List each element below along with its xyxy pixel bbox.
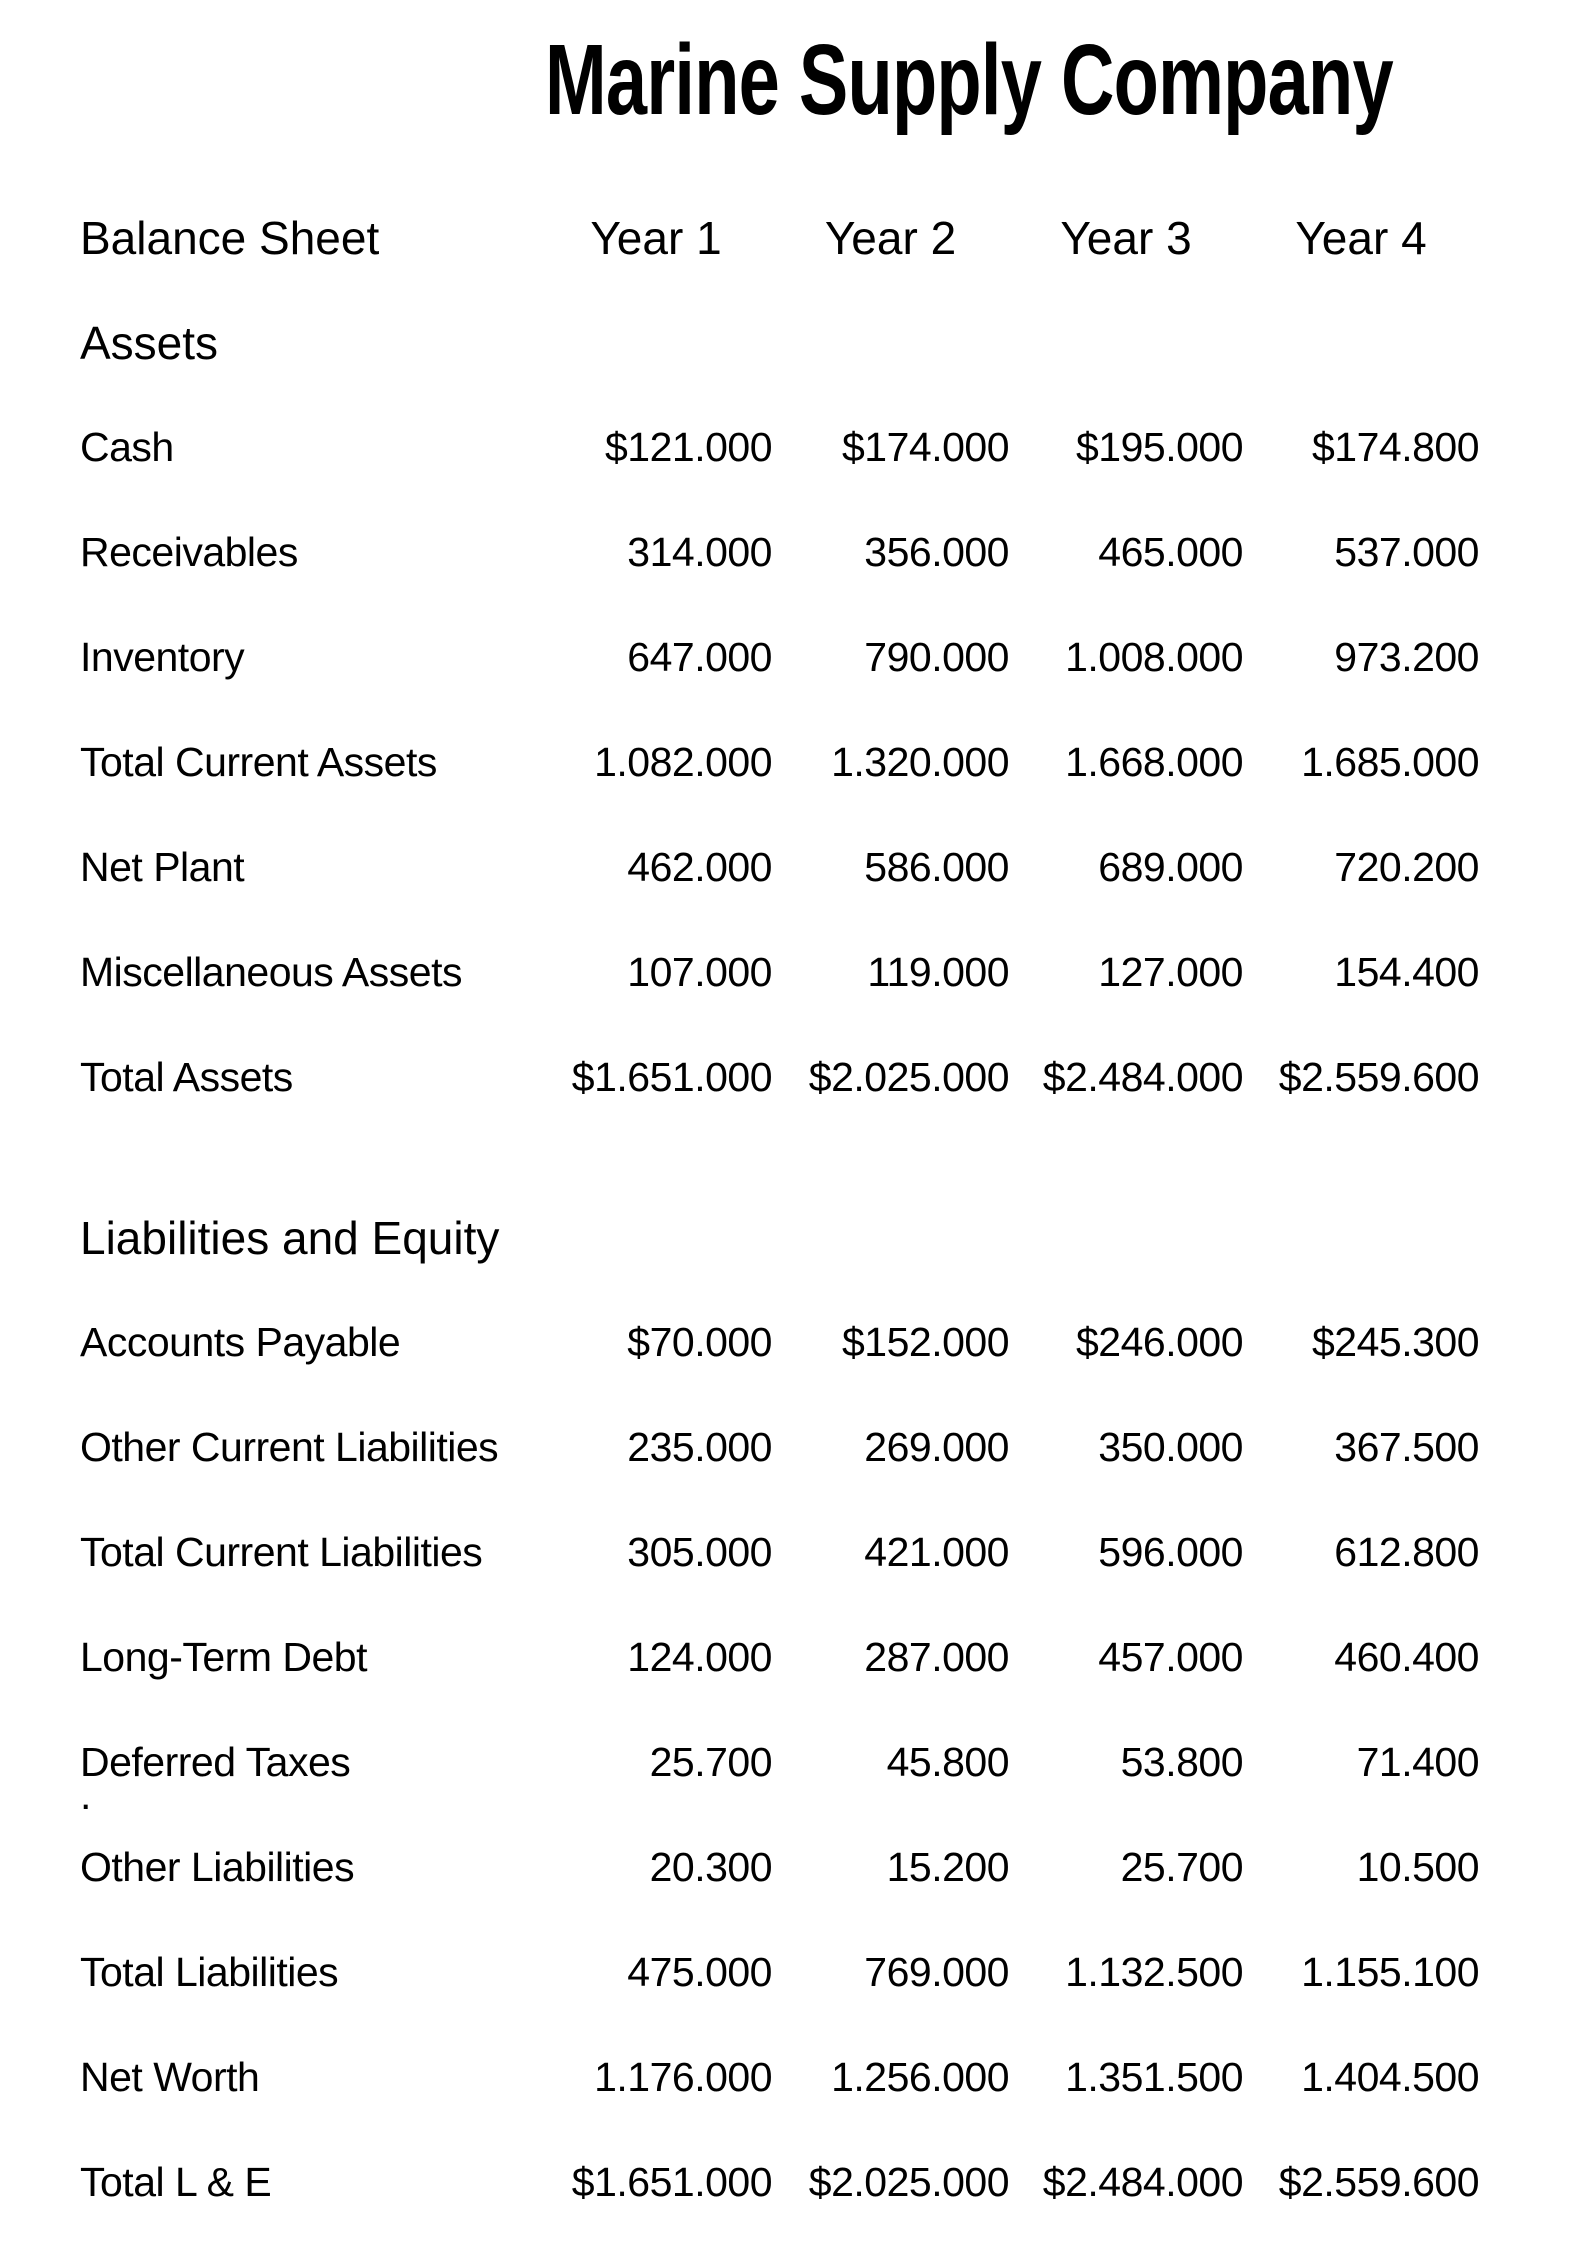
liabilities-equity-heading: Liabilities and Equity xyxy=(80,1211,500,1264)
row-other-current-liabilities xyxy=(80,1395,1479,1500)
row-value: 10.500 xyxy=(1356,1844,1479,1890)
row-value: 314.000 xyxy=(627,529,772,575)
row-value: 586.000 xyxy=(864,844,1009,890)
row-long-term-debt xyxy=(80,1605,1479,1710)
row-label: Accounts Payable xyxy=(80,1319,401,1365)
row-label: Total Assets xyxy=(80,1054,293,1100)
row-value: $174.800 xyxy=(1311,424,1479,470)
assets-heading: Assets xyxy=(80,316,219,369)
section-heading-liabilities-equity xyxy=(80,1185,1479,1290)
table-header-row xyxy=(80,185,1479,290)
row-total-l-and-e xyxy=(80,2130,1479,2235)
balance-sheet-table xyxy=(80,185,1479,2235)
row-value: 107.000 xyxy=(627,949,772,995)
row-value: 973.200 xyxy=(1334,634,1479,680)
row-total-current-assets xyxy=(80,710,1479,815)
row-value: 596.000 xyxy=(1098,1529,1243,1575)
row-value: 53.800 xyxy=(1120,1739,1243,1785)
row-label: Cash xyxy=(80,424,174,470)
row-value: $2.559.600 xyxy=(1278,2159,1479,2205)
row-value: 20.300 xyxy=(649,1844,772,1890)
row-label: Total Current Assets xyxy=(80,739,437,785)
row-value: $2.025.000 xyxy=(808,2159,1009,2205)
row-value: $152.000 xyxy=(841,1319,1009,1365)
row-value: 1.256.000 xyxy=(831,2054,1009,2100)
row-other-liabilities xyxy=(80,1815,1479,1920)
row-value: 457.000 xyxy=(1098,1634,1243,1680)
row-value: 612.800 xyxy=(1334,1529,1479,1575)
row-value: 367.500 xyxy=(1334,1424,1479,1470)
row-accounts-payable xyxy=(80,1290,1479,1395)
row-value: 124.000 xyxy=(627,1634,772,1680)
row-inventory xyxy=(80,605,1479,710)
row-label: Total L & E xyxy=(80,2159,272,2205)
row-value: 1.082.000 xyxy=(594,739,772,785)
row-value: $1.651.000 xyxy=(571,1054,772,1100)
row-value: 1.008.000 xyxy=(1065,634,1243,680)
section-heading-assets xyxy=(80,290,1479,395)
row-value: 305.000 xyxy=(627,1529,772,1575)
row-label: Other Current Liabilities xyxy=(80,1424,499,1470)
row-value: 462.000 xyxy=(627,844,772,890)
row-value: 647.000 xyxy=(627,634,772,680)
row-value: $174.000 xyxy=(841,424,1009,470)
header-year-2: Year 2 xyxy=(824,211,957,264)
row-value: 1.320.000 xyxy=(831,739,1009,785)
row-value: $246.000 xyxy=(1075,1319,1243,1365)
row-label: Net Plant xyxy=(80,844,245,890)
row-value: 25.700 xyxy=(1120,1844,1243,1890)
section-spacer xyxy=(80,1130,1479,1185)
row-cash xyxy=(80,395,1479,500)
header-year-3: Year 3 xyxy=(1060,211,1192,264)
row-value: 1.351.500 xyxy=(1065,2054,1243,2100)
row-value: 45.800 xyxy=(886,1739,1009,1785)
row-deferred-taxes xyxy=(80,1710,1479,1815)
row-label: Miscellaneous Assets xyxy=(80,949,462,995)
row-receivables xyxy=(80,500,1479,605)
row-label: Inventory xyxy=(80,634,245,680)
row-value: 1.155.100 xyxy=(1301,1949,1479,1995)
row-value: 1.404.500 xyxy=(1301,2054,1479,2100)
row-label xyxy=(80,1772,540,1920)
row-value: 421.000 xyxy=(864,1529,1009,1575)
row-label: Total Liabilities xyxy=(80,1949,339,1995)
row-value: 720.200 xyxy=(1334,844,1479,890)
header-balance-sheet: Balance Sheet xyxy=(80,211,380,264)
row-value: $195.000 xyxy=(1075,424,1243,470)
row-value: $245.300 xyxy=(1311,1319,1479,1365)
row-value: $2.484.000 xyxy=(1042,1054,1243,1100)
row-label: Total Current Liabilities xyxy=(80,1529,483,1575)
row-value: 465.000 xyxy=(1098,529,1243,575)
header-year-4: Year 4 xyxy=(1295,211,1427,264)
row-total-current-liabilities xyxy=(80,1500,1479,1605)
row-value: 119.000 xyxy=(867,949,1009,995)
row-value: $70.000 xyxy=(627,1319,772,1365)
row-value: 235.000 xyxy=(627,1424,772,1470)
row-value: $121.000 xyxy=(604,424,772,470)
row-label-text: Other Liabilities xyxy=(80,1844,355,1890)
stray-period-mark: . xyxy=(80,1772,91,1818)
row-total-liabilities xyxy=(80,1920,1479,2025)
row-value: $1.651.000 xyxy=(571,2159,772,2205)
document-title: Marine Supply Company xyxy=(545,24,1393,136)
row-value: 15.200 xyxy=(886,1844,1009,1890)
row-net-worth xyxy=(80,2025,1479,2130)
row-value: 1.685.000 xyxy=(1301,739,1479,785)
row-label: Deferred Taxes xyxy=(80,1739,351,1785)
row-value: 1.668.000 xyxy=(1065,739,1243,785)
row-value: 1.132.500 xyxy=(1065,1949,1243,1995)
row-value: 475.000 xyxy=(627,1949,772,1995)
row-value: 537.000 xyxy=(1334,529,1479,575)
row-net-plant xyxy=(80,815,1479,920)
row-value: 71.400 xyxy=(1356,1739,1479,1785)
row-miscellaneous-assets xyxy=(80,920,1479,1025)
row-label: Net Worth xyxy=(80,2054,260,2100)
row-label: Long-Term Debt xyxy=(80,1634,367,1680)
row-value: 127.000 xyxy=(1098,949,1243,995)
row-value: 154.400 xyxy=(1334,949,1479,995)
row-value: 350.000 xyxy=(1098,1424,1243,1470)
row-value: 269.000 xyxy=(864,1424,1009,1470)
row-value: 790.000 xyxy=(864,634,1009,680)
row-total-assets xyxy=(80,1025,1479,1130)
row-value: 689.000 xyxy=(1098,844,1243,890)
row-label: Receivables xyxy=(80,529,298,575)
row-value: 769.000 xyxy=(864,1949,1009,1995)
row-value: 287.000 xyxy=(864,1634,1009,1680)
row-value: $2.025.000 xyxy=(808,1054,1009,1100)
row-value: 460.400 xyxy=(1334,1634,1479,1680)
row-value: 356.000 xyxy=(864,529,1009,575)
row-value: 25.700 xyxy=(649,1739,772,1785)
header-year-1: Year 1 xyxy=(590,211,722,264)
row-value: $2.559.600 xyxy=(1278,1054,1479,1100)
row-value: 1.176.000 xyxy=(594,2054,772,2100)
row-value: $2.484.000 xyxy=(1042,2159,1243,2205)
